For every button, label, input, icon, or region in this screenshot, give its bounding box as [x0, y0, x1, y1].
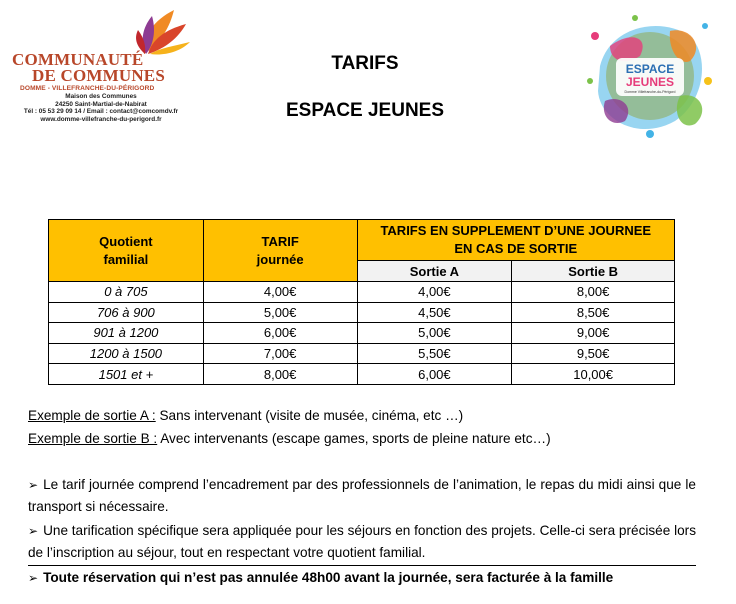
cell-quotient: 1200 à 1500: [49, 343, 204, 364]
cell-quotient: 1501 et +: [49, 364, 204, 385]
cell-sortie-a: 5,50€: [357, 343, 512, 364]
cell-sortie-b: 8,00€: [512, 282, 675, 303]
header-tarif-journee: [203, 220, 357, 282]
header-text: Quotient: [99, 233, 153, 249]
example-b-text: Avec intervenants (escape games, sports de pleine nature etc…): [157, 431, 551, 446]
header-text: TARIF: [261, 233, 299, 249]
cell-sortie-a: 6,00€: [357, 364, 512, 385]
cell-tarif: 6,00€: [203, 323, 357, 344]
cell-quotient: 901 à 1200: [49, 323, 204, 344]
header-quotient-familial: [49, 220, 204, 282]
cell-sortie-b: 9,50€: [512, 343, 675, 364]
arrow-bullet-icon: ➢: [28, 524, 39, 538]
header-text: TARIFS EN SUPPLEMENT D’UNE JOURNEE: [380, 223, 652, 239]
paint-splash-icon: [580, 6, 720, 146]
cell-sortie-a: 4,50€: [357, 302, 512, 323]
note-1-text: Le tarif journée comprend l’encadrement par des professionnels de l’animation, le repas du midi ainsi que le transport si nécessaire.: [28, 477, 696, 514]
example-sortie-a: [28, 405, 696, 427]
community-logo: [6, 4, 196, 126]
org-contact-line: Tél : 05 53 29 09 14 / Email : contact@comcomdv.fr: [23, 108, 179, 116]
note-2-text: Une tarification spécifique sera appliquée pour les séjours en fonction des projets. Celle-ci sera précisée lors de l’inscription au séjour, tout en respectant votre quotient familial.: [28, 523, 696, 560]
table-row: [49, 282, 675, 303]
org-subtitle: DOMME - VILLEFRANCHE-DU-PÉRIGORD: [20, 85, 155, 92]
example-a-text: Sans intervenant (visite de musée, cinéma, etc …): [155, 408, 464, 423]
table-row: [49, 302, 675, 323]
note-1: [28, 474, 696, 518]
cell-quotient: 706 à 900: [49, 302, 204, 323]
header-text: familial: [103, 251, 149, 267]
cell-sortie-a: 4,00€: [357, 282, 512, 303]
example-sortie-b: [28, 428, 696, 450]
cell-tarif: 5,00€: [203, 302, 357, 323]
note-3: [28, 567, 696, 589]
header-text: journée: [256, 251, 304, 267]
tariff-table: [48, 219, 675, 385]
org-name-line-2: DE COMMUNES: [32, 66, 166, 85]
cell-tarif: 4,00€: [203, 282, 357, 303]
org-website-line: www.domme-villefranche-du-perigord.fr: [40, 115, 162, 123]
page-title: TARIFS: [331, 53, 399, 74]
divider: [28, 565, 696, 566]
example-a-label: Exemple de sortie A :: [28, 408, 156, 423]
cell-sortie-b: 8,50€: [512, 302, 675, 323]
org-address-line: 24250 Saint-Martial-de-Nabirat: [55, 100, 147, 108]
arrow-bullet-icon: ➢: [28, 478, 39, 492]
header-sortie-b: Sortie B: [512, 261, 675, 282]
cell-sortie-a: 5,00€: [357, 323, 512, 344]
table-row: [49, 364, 675, 385]
table-row: [49, 343, 675, 364]
note-3-text: Toute réservation qui n’est pas annulée 48h00 avant la journée, sera facturée à la famille: [43, 570, 614, 585]
espace-jeunes-logo: [580, 6, 720, 146]
cell-tarif: 8,00€: [203, 364, 357, 385]
cell-quotient: 0 à 705: [49, 282, 204, 303]
org-address-line: Maison des Communes: [65, 93, 137, 100]
logo-text-line-2: JEUNES: [625, 75, 675, 89]
cell-sortie-b: 10,00€: [512, 364, 675, 385]
cell-tarif: 7,00€: [203, 343, 357, 364]
logo-small-text: Domme Villefranche-du-Périgord: [624, 90, 676, 94]
petals-icon: [134, 6, 192, 56]
org-name-line-1: COMMUNAUTÉ: [12, 50, 144, 69]
header-sortie-a: Sortie A: [357, 261, 512, 282]
header-text: EN CAS DE SORTIE: [454, 241, 578, 257]
cell-sortie-b: 9,00€: [512, 323, 675, 344]
page-subtitle: ESPACE JEUNES: [285, 100, 445, 121]
header-supplement: [357, 220, 674, 261]
example-b-label: Exemple de sortie B :: [28, 431, 158, 446]
table-row: [49, 323, 675, 344]
note-2: [28, 520, 696, 564]
logo-text-line-1: ESPACE: [625, 62, 675, 76]
arrow-bullet-icon: ➢: [28, 571, 39, 585]
